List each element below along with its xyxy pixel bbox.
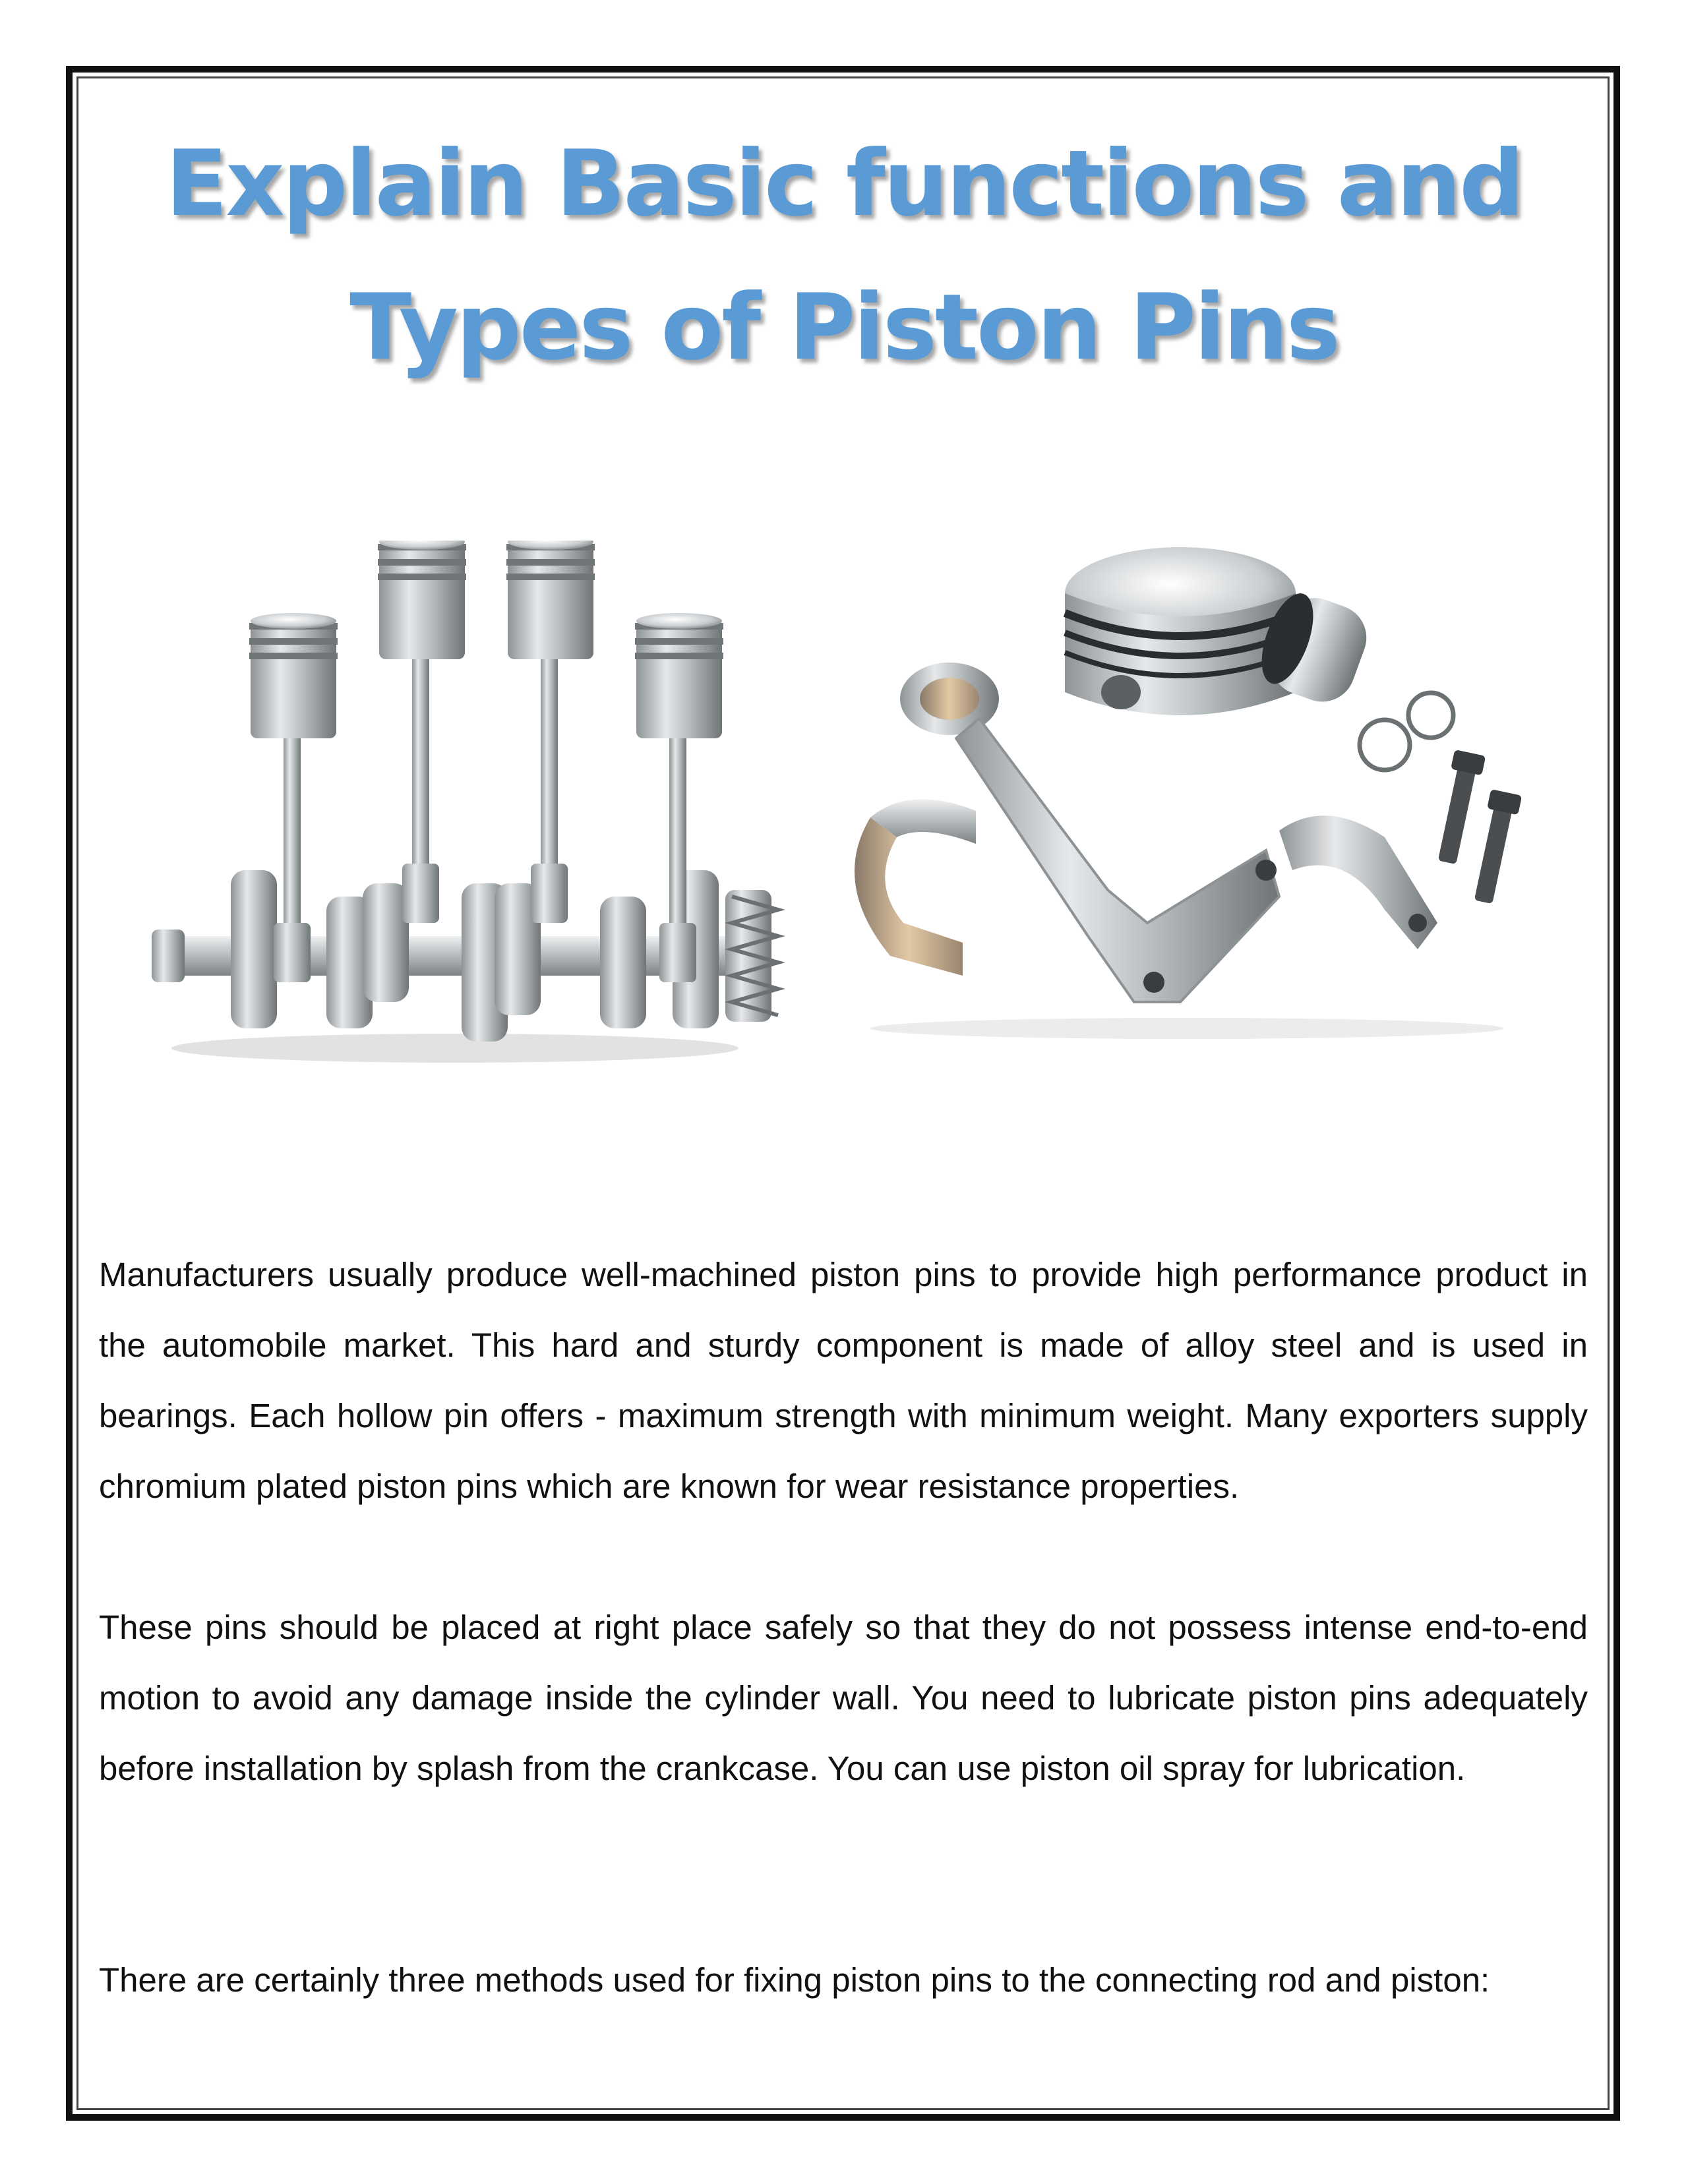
paragraph-fixing-methods-intro: There are certainly three methods used for fixing piston pins to the connecting rod and piston: [99,1961,1490,1999]
crankshaft-with-pistons-icon [152,541,778,1063]
paragraph-piston-pin-installation: These pins should be placed at right place safely so that they do not possess intense end-to-end motion to avoid any damage inside the cylinder wall. You need to lubricate piston pins adequately before installation by splash from the crankcase. You can use piston oil spray for lubrication. [99,1608,1588,1787]
page-title: Explain Basic functions and Types of Piston Pins [166,131,1522,380]
piston-connecting-rod-kit-icon [855,547,1522,1039]
piston-parts-image [145,541,1543,1081]
paragraph-piston-pin-manufacturing: Manufacturers usually produce well-machined piston pins to provide high performance product in the automobile market. This hard and sturdy component is made of alloy steel and is used in bearings. Each hollow pin offers - maximum strength with minimum weight. Many exporters supply chromium plated piston pins which are known for wear resistance properties. [99,1256,1588,1505]
